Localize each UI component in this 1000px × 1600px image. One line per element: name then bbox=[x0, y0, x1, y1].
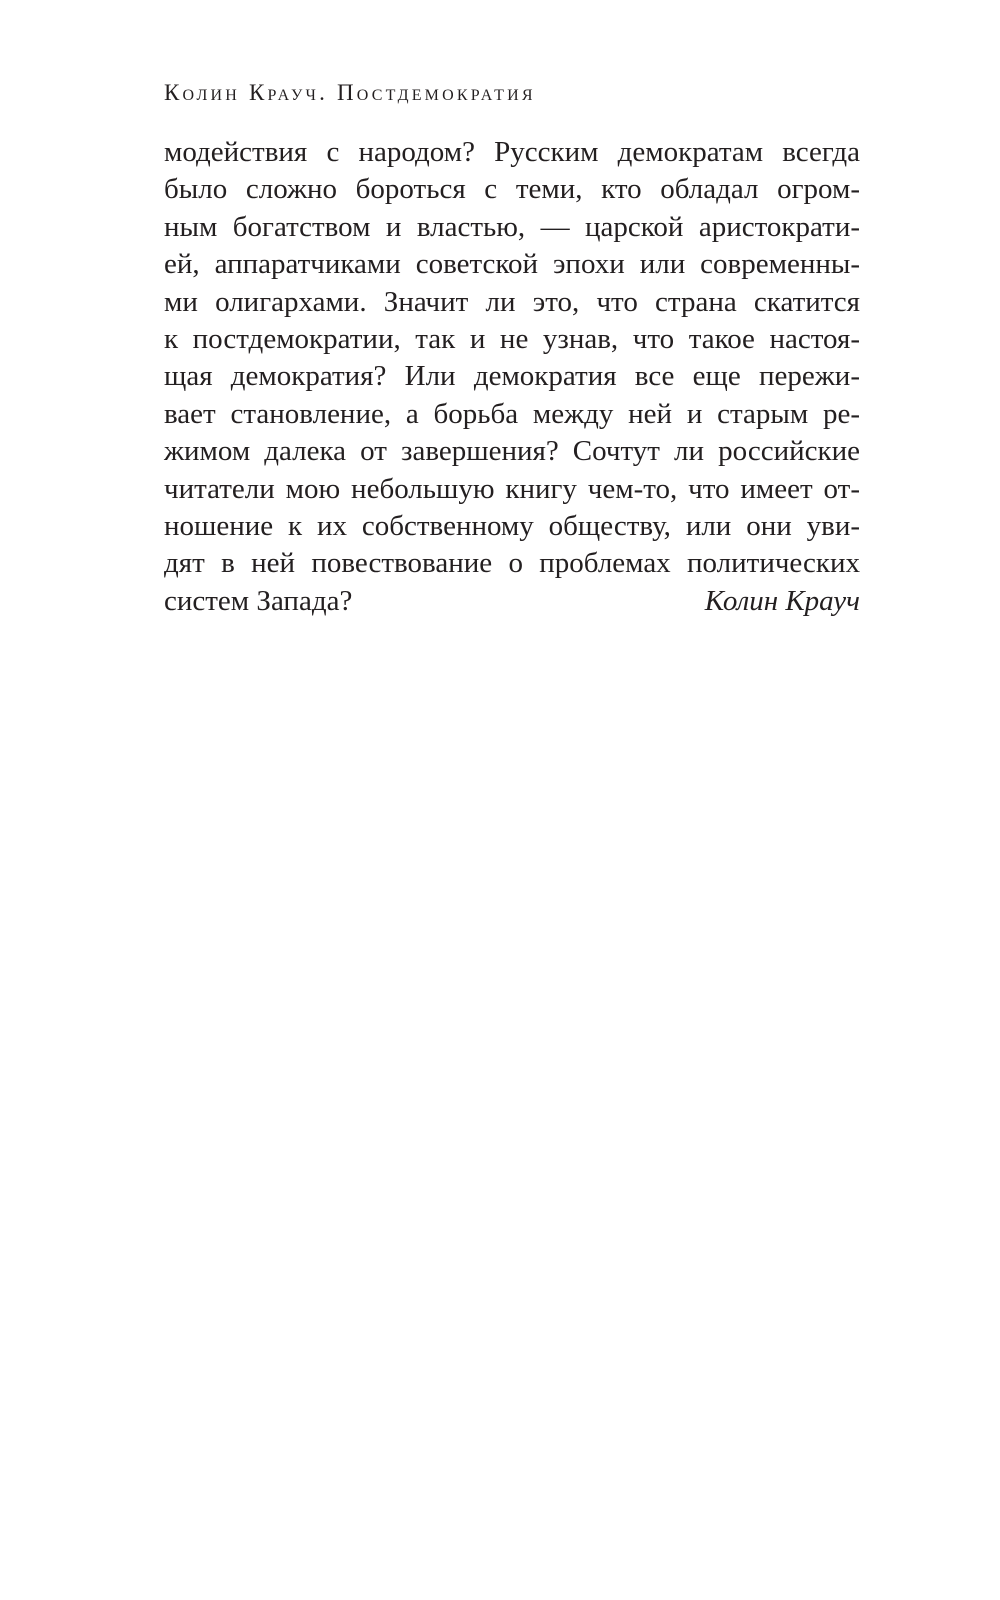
text-line: ношение к их собственному обществу, или они уви- bbox=[164, 509, 860, 542]
text-line: вает становление, а борьба между ней и старым ре- bbox=[164, 397, 860, 430]
text-line: модействия с народом? Русским демократам всегда bbox=[164, 136, 860, 168]
body-text bbox=[164, 134, 860, 620]
text-line: дят в ней повествование о проблемах политических bbox=[164, 547, 860, 580]
running-head-title: Колин Крауч. Постдемократия bbox=[164, 80, 536, 105]
text-line: было сложно бороться с теми, кто обладал огром- bbox=[164, 173, 860, 206]
text-line: систем Запада? bbox=[164, 584, 353, 617]
author-signature: Колин Крауч bbox=[704, 585, 860, 617]
text-line: ным богатством и властью, — царской аристократи- bbox=[164, 210, 860, 243]
text-line: жимом далека от завершения? Сочтут ли российские bbox=[164, 435, 860, 468]
text-line: ей, аппаратчиками советской эпохи или современны- bbox=[164, 248, 860, 281]
text-line: читатели мою небольшую книгу чем-то, что имеет от- bbox=[164, 472, 860, 505]
running-head bbox=[164, 78, 536, 108]
text-line: к постдемократии, так и не узнав, что такое настоя- bbox=[164, 322, 860, 355]
text-line: ми олигархами. Значит ли это, что страна скатится bbox=[164, 285, 860, 318]
text-line: щая демократия? Или демократия все еще пережи- bbox=[164, 360, 860, 393]
